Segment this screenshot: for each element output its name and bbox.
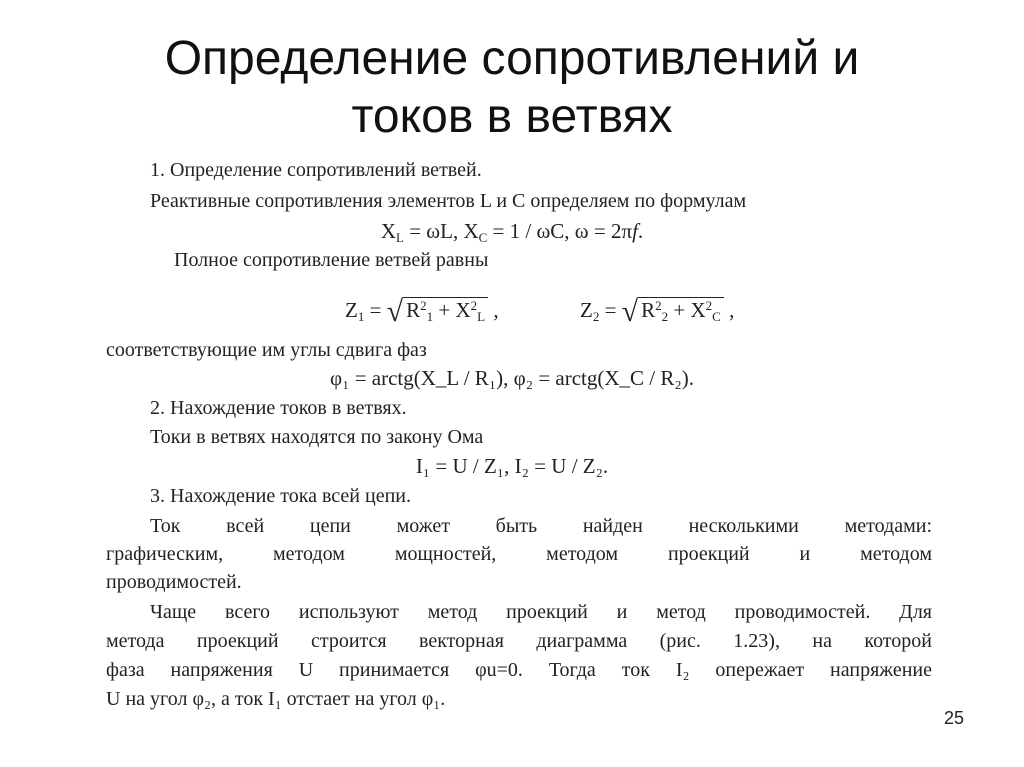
slide-title-line-2: токов в ветвях bbox=[351, 90, 673, 143]
paragraph-1-line-2: графическим, методом мощностей, методом проекций и методом bbox=[106, 543, 932, 565]
page-number: 25 bbox=[943, 708, 964, 728]
z1-formula: $Z_1$ = √ $R^2_1 + X^2_L$ , bbox=[345, 295, 499, 328]
phase-angle-formula: φ₁ = arctg(X_L / R₁), φ₂ = arctg(X_C / R₂). bbox=[330, 366, 694, 390]
section-2-heading: 2. Нахождение токов в ветвях. bbox=[150, 397, 407, 419]
z2-formula: $Z_2$ = √ $R^2_2 + X^2_C$ , bbox=[580, 295, 735, 328]
z2-radicand: $R^2_2 + X^2_C$ bbox=[638, 297, 724, 322]
sqrt-sign: √ bbox=[621, 295, 639, 328]
section-1-text-2: Полное сопротивление ветвей равны bbox=[174, 249, 489, 271]
ohm-law-formula: I₁ = U / Z₁, I₂ = U / Z₂. bbox=[415, 454, 609, 478]
paragraph-2-line-4: U на угол φ₂, а ток I₁ отстает на угол φ₁. bbox=[106, 688, 446, 710]
sqrt-sign: √ bbox=[386, 295, 404, 328]
paragraph-1-line-3: проводимостей. bbox=[106, 571, 242, 593]
slide-title-line-1: Определение сопротивлений и bbox=[164, 32, 860, 85]
paragraph-2-line-1: Чаще всего используют метод проекций и метод проводимостей. Для bbox=[150, 601, 932, 623]
section-2-text: Токи в ветвях находятся по закону Ома bbox=[150, 426, 484, 448]
paragraph-1-line-1: Ток всей цепи может быть найден несколькими методами: bbox=[150, 515, 932, 537]
section-1-heading: 1. Определение сопротивлений ветвей. bbox=[150, 159, 482, 181]
section-1-text: Реактивные сопротивления элементов L и C определяем по формулам bbox=[150, 190, 747, 212]
section-1-text-3: соответствующие им углы сдвига фаз bbox=[106, 339, 427, 361]
reactance-formula: $X_L = \omega L$, $X_C = 1 / \omega C$, ω = 2πf. bbox=[380, 219, 644, 245]
paragraph-2-line-2: метода проекций строится векторная диаграмма (рис. 1.23), на которой bbox=[106, 630, 932, 652]
paragraph-2-line-3: фаза напряжения U принимается φu=0. Тогда ток I₂ опережает напряжение bbox=[106, 659, 932, 681]
z1-radicand: $R^2_1 + X^2_L$ bbox=[403, 297, 488, 322]
section-3-heading: 3. Нахождение тока всей цепи. bbox=[150, 485, 411, 507]
